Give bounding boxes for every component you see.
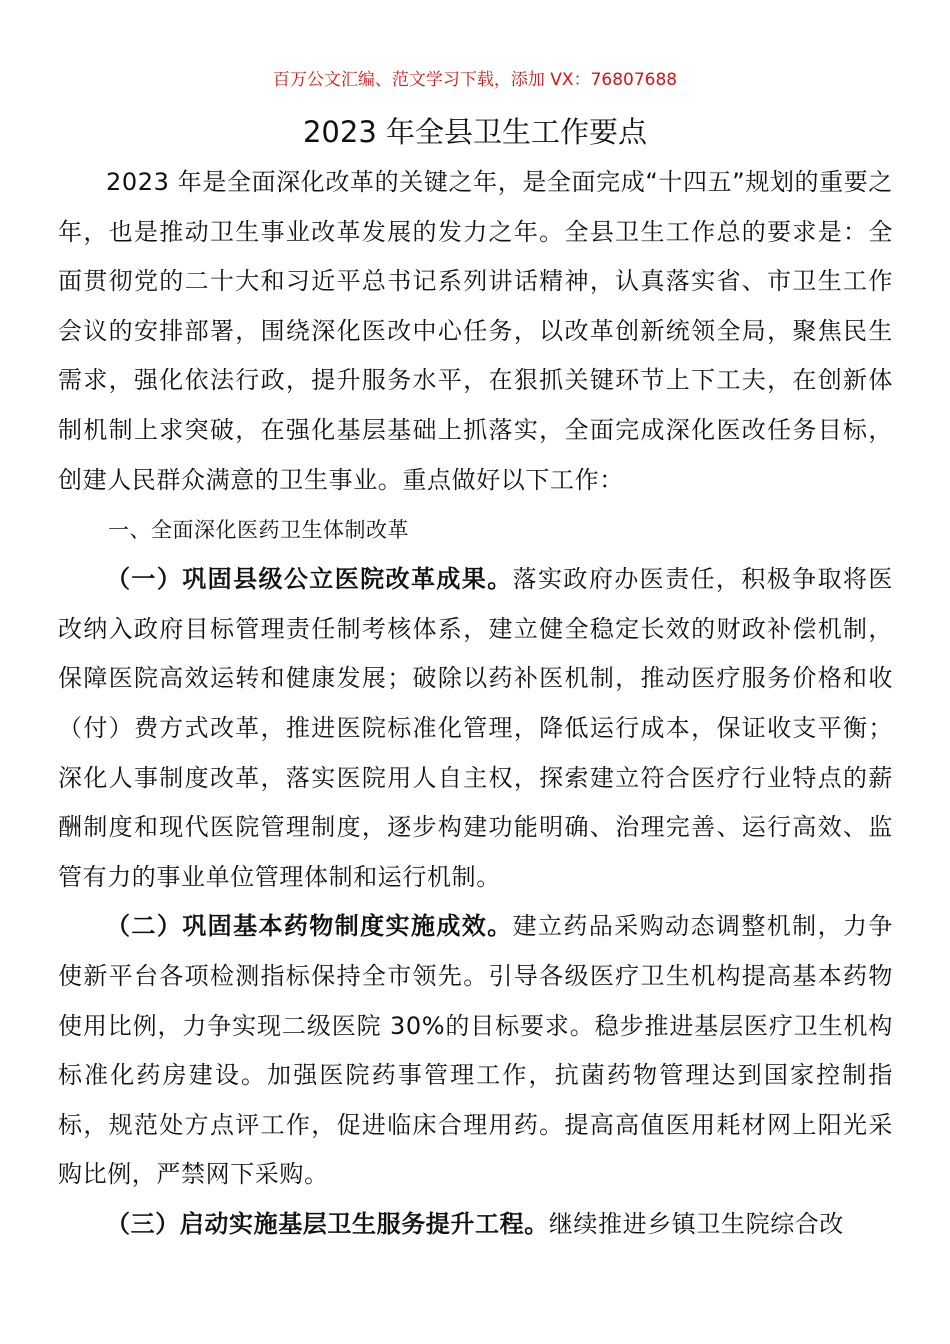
document-title: 2023 年全县卫生工作要点 bbox=[302, 115, 648, 149]
item-text: 建立药品采购动态调整机制，力争使新平台各项检测指标保持全市领先。引导各级医疗卫生机构提高基本药物使用比例，力争实现二级医院 30%的目标要求。稳步推进基层医疗卫生机构标准化药房建设。加强医院药事管理工作，抗菌药物管理达到国家控制指标，规范处方点评工作，促进临床合理用药。提高高值医用耗材网上阳光采购比例，严禁网下采购。 bbox=[58, 912, 893, 1189]
item-text: 继续推进乡镇卫生院综合改 bbox=[548, 1209, 845, 1238]
item-paragraph bbox=[58, 1200, 893, 1250]
item-text: 落实政府办医责任，积极争取将医改纳入政府目标管理责任制考核体系，建立健全稳定长效的财政补偿机制，保障医院高效运转和健康发展；破除以药补医机制，推动医疗服务价格和收（付）费方式改革，推进医院标准化管理，降低运行成本，保证收支平衡；深化人事制度改革，落实医院用人自主权，探索建立符合医疗行业特点的薪酬制度和现代医院管理制度，逐步构建功能明确、治理完善、运行高效、监管有力的事业单位管理体制和运行机制。 bbox=[58, 565, 893, 891]
intro-paragraph: 2023 年是全面深化改革的关键之年，是全面完成“十四五”规划的重要之年，也是推动卫生事业改革发展的发力之年。全县卫生工作总的要求是：全面贯彻党的二十大和习近平总书记系列讲话精神，认真落实省、市卫生工作会议的安排部署，围绕深化医改中心任务，以改革创新统领全局，聚焦民生需求，强化依法行政，提升服务水平，在狠抓关键环节上下工夫，在创新体制机制上求突破，在强化基层基础上抓落实，全面完成深化医改任务目标，创建人民群众满意的卫生事业。重点做好以下工作： bbox=[58, 168, 893, 494]
item-lead: （二）巩固基本药物制度实施成效。 bbox=[106, 912, 513, 941]
section-heading: 一、全面深化医药卫生体制改革 bbox=[108, 518, 409, 543]
item-lead: （一）巩固县级公立医院改革成果。 bbox=[106, 565, 513, 594]
item-lead: （三）启动实施基层卫生服务提升工程。 bbox=[106, 1209, 549, 1238]
header-note: 百万公文汇编、范文学习下载，添加 VX：76807688 bbox=[272, 70, 678, 90]
item-paragraph bbox=[58, 555, 893, 902]
document-body bbox=[58, 158, 893, 1249]
item-paragraph bbox=[58, 902, 893, 1200]
